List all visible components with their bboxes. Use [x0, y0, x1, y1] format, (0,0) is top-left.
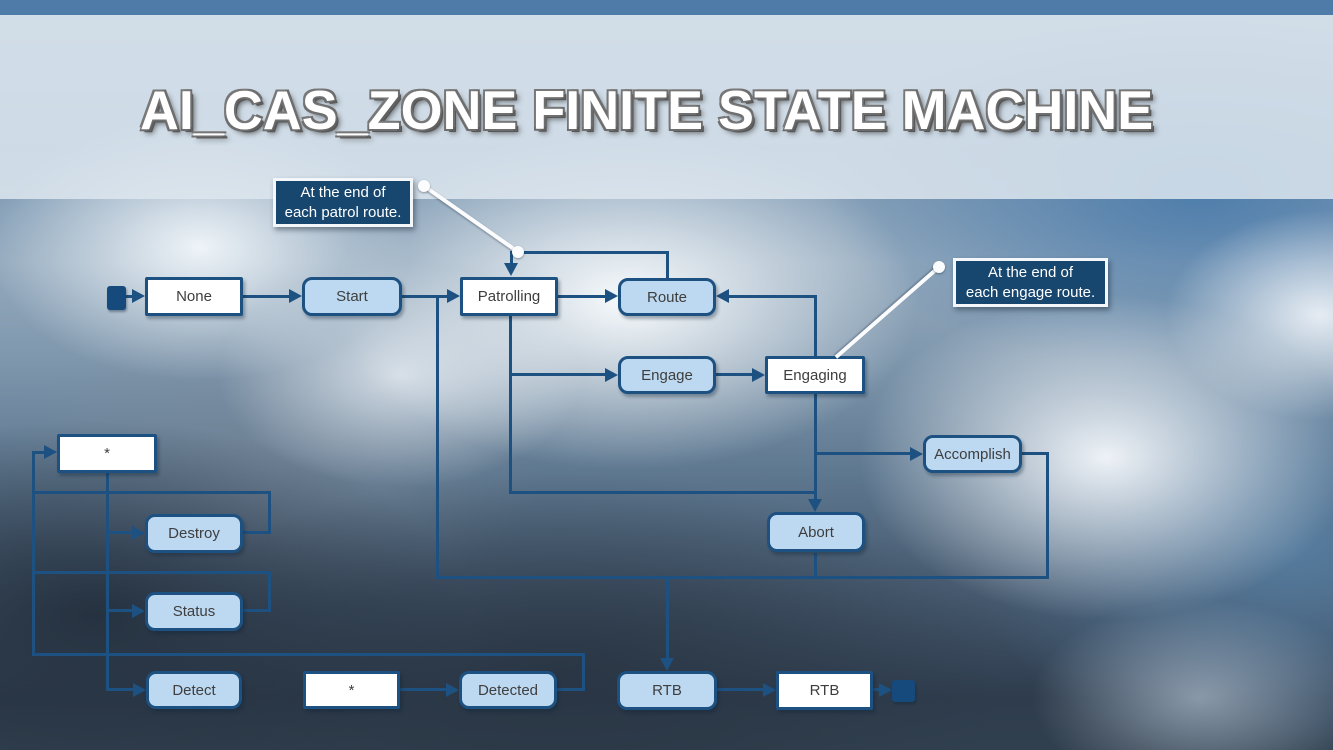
top-banner [0, 0, 1333, 15]
state-route: Route [618, 278, 716, 316]
arrowhead [752, 368, 765, 382]
arrowhead [808, 499, 822, 512]
edge-engaging-down [814, 394, 817, 500]
leader-engage [835, 265, 941, 358]
edge-patrolling-join [509, 491, 815, 494]
edge-status-out [243, 609, 270, 612]
callout-line: At the end of [987, 263, 1074, 281]
state-destroy: Destroy [145, 514, 243, 553]
state-accomplish: Accomplish [923, 435, 1022, 473]
state-none: None [145, 277, 243, 316]
state-engaging: Engaging [765, 356, 865, 394]
arrowhead [660, 658, 674, 671]
edge-star-status [106, 609, 133, 612]
edge-none-start [243, 295, 290, 298]
edge-patrolling-down [509, 316, 512, 494]
edge-rtb-rtb [717, 688, 764, 691]
callout-line: each engage route. [965, 283, 1096, 301]
state-start: Start [302, 277, 402, 316]
edge-destroy-loop-v [268, 491, 271, 534]
edge-return-up [436, 296, 439, 579]
state-rtb-final: RTB [776, 671, 873, 710]
final-state-marker [892, 680, 915, 702]
edge-patrolling-route [558, 295, 606, 298]
edge-accomplish-out [1022, 452, 1048, 455]
arrowhead [716, 289, 729, 303]
arrowhead [44, 445, 57, 459]
callout-patrol-route [273, 178, 413, 227]
state-detected: Detected [459, 671, 557, 709]
arrowhead [605, 289, 618, 303]
edge-destroy-out [243, 531, 270, 534]
edge-return-long [436, 576, 1047, 579]
state-rtb: RTB [617, 671, 717, 710]
edge-route-loop-right [666, 251, 669, 281]
state-any-bottom: * [303, 671, 400, 709]
edge-engaging-route-v [814, 295, 817, 357]
initial-state-marker [107, 286, 126, 310]
arrowhead [910, 447, 923, 461]
arrowhead [133, 683, 146, 697]
edge-star-detect [106, 688, 133, 691]
leader-dot [933, 261, 945, 273]
edge-detected-out [557, 688, 584, 691]
arrowhead [132, 604, 145, 618]
arrowhead [446, 683, 459, 697]
state-patrolling: Patrolling [460, 277, 558, 316]
callout-line: each patrol route. [284, 203, 402, 221]
state-abort: Abort [767, 512, 865, 552]
leader-dot [512, 246, 524, 258]
edge-route-loop-top [510, 251, 668, 254]
edge-star-down [106, 473, 109, 691]
arrowhead [289, 289, 302, 303]
callout-engage-route [953, 258, 1108, 307]
state-engage: Engage [618, 356, 716, 394]
arrowhead [763, 683, 776, 697]
edge-patrolling-engage [509, 373, 605, 376]
page-title: AI_CAS_ZONE FINITE STATE MACHINE [140, 79, 1154, 141]
edge-engage-engaging [716, 373, 753, 376]
edge-star-return-v [32, 451, 35, 656]
edge-star2-detected [400, 688, 447, 691]
state-any-top: * [57, 434, 157, 473]
arrowhead [132, 289, 145, 303]
state-detect: Detect [146, 671, 242, 709]
edge-status-loop-h [32, 571, 270, 574]
edge-engaging-accomplish [814, 452, 910, 455]
edge-engaging-route-h [729, 295, 816, 298]
edge-rtb-drop [666, 576, 669, 660]
edge-destroy-loop-h [32, 491, 270, 494]
edge-star-destroy [106, 531, 133, 534]
edge-start-patrolling [402, 295, 448, 298]
edge-accomplish-return-v [1046, 452, 1049, 579]
state-status: Status [145, 592, 243, 631]
arrowhead [447, 289, 460, 303]
arrowhead [605, 368, 618, 382]
edge-status-loop-v [268, 571, 271, 612]
arrowhead [504, 263, 518, 276]
edge-detected-loop-v [582, 653, 585, 691]
arrowhead [132, 526, 145, 540]
callout-line: At the end of [300, 183, 386, 201]
edge-detected-loop-h [32, 653, 584, 656]
leader-dot [418, 180, 430, 192]
arrowhead [879, 683, 892, 697]
